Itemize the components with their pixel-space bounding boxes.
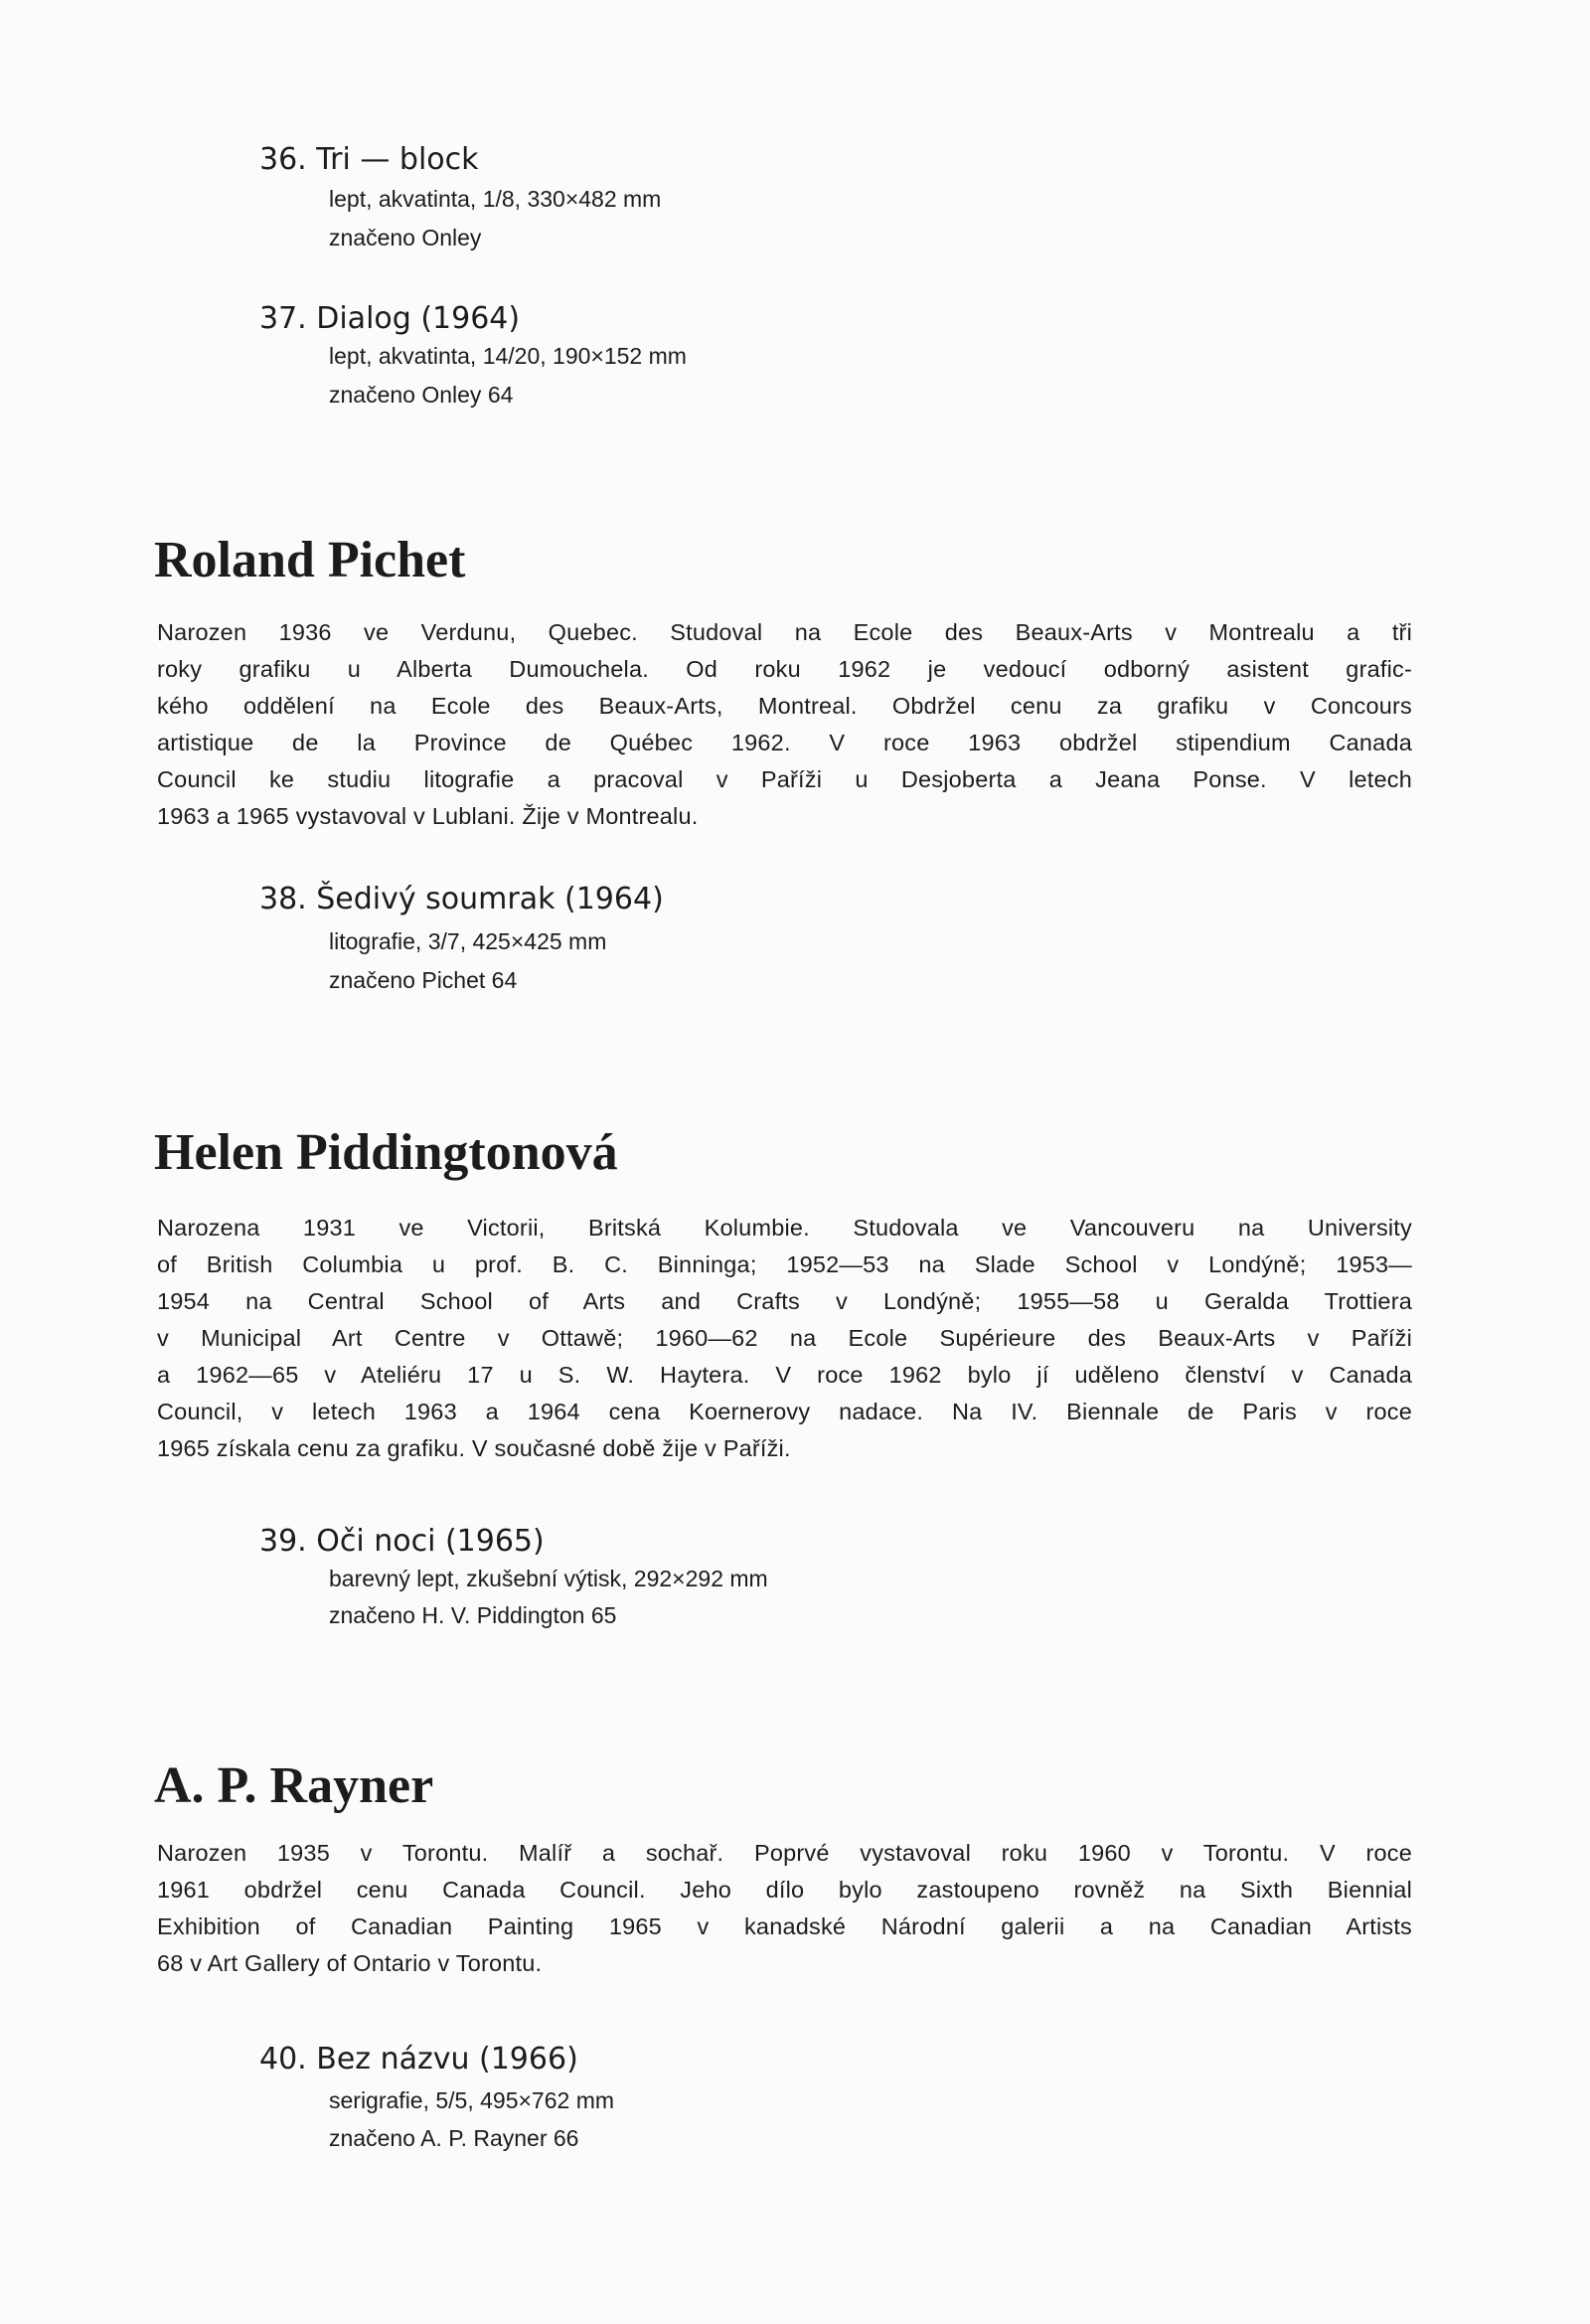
work-title: 40. Bez názvu (1966) [259, 2042, 578, 2076]
work-signature: značeno H. V. Piddington 65 [329, 1602, 617, 1628]
work-title: 36. Tri — block [259, 142, 479, 177]
work-technique: lept, akvatinta, 1/8, 330×482 mm [329, 186, 662, 212]
bio-line: Council, v letech 1963 a 1964 cena Koernerovy nadace. Na IV. Biennale de Paris v roce [157, 1399, 1412, 1424]
artist-bio [157, 1210, 1412, 1467]
bio-line: 1963 a 1965 vystavoval v Lublani. Žije v Montrealu. [157, 803, 699, 829]
bio-line: 68 v Art Gallery of Ontario v Torontu. [157, 1950, 543, 1976]
bio-line: Narozen 1936 ve Verdunu, Quebec. Studoval na Ecole des Beaux-Arts v Montrealu a tři [157, 619, 1412, 645]
bio-line: Council ke studiu litografie a pracoval v Paříži u Desjoberta a Jeana Ponse. V letech [157, 766, 1412, 792]
work-signature: značeno A. P. Rayner 66 [329, 2125, 579, 2151]
bio-line: 1954 na Central School of Arts and Crafts v Londýně; 1955—58 u Geralda Trottiera [157, 1288, 1412, 1314]
bio-line: kého oddělení na Ecole des Beaux-Arts, Montreal. Obdržel cenu za grafiku v Concours [157, 693, 1412, 719]
work-signature: značeno Onley 64 [329, 382, 514, 408]
work-technique: barevný lept, zkušební výtisk, 292×292 mm [329, 1566, 768, 1591]
artist-heading: Roland Pichet [154, 532, 466, 588]
artist-bio [157, 1835, 1412, 1982]
artist-heading: Helen Piddingtonová [154, 1124, 618, 1181]
work-title: 37. Dialog (1964) [259, 301, 521, 336]
bio-line: 1961 obdržel cenu Canada Council. Jeho dílo bylo zastoupeno rovněž na Sixth Biennial [157, 1877, 1412, 1903]
work-signature: značeno Pichet 64 [329, 967, 518, 993]
work-technique: lept, akvatinta, 14/20, 190×152 mm [329, 343, 687, 369]
work-signature: značeno Onley [329, 225, 482, 250]
bio-line: Narozena 1931 ve Victorii, Britská Kolumbie. Studovala ve Vancouveru na University [157, 1215, 1412, 1241]
artist-bio [157, 614, 1412, 835]
work-title: 39. Oči noci (1965) [259, 1524, 545, 1559]
bio-line: roky grafiku u Alberta Dumouchela. Od roku 1962 je vedoucí odborný asistent grafic- [157, 656, 1412, 682]
artist-heading: A. P. Rayner [154, 1757, 434, 1814]
work-technique: serigrafie, 5/5, 495×762 mm [329, 2087, 615, 2113]
bio-line: of British Columbia u prof. B. C. Binninga; 1952—53 na Slade School v Londýně; 1953— [157, 1251, 1412, 1277]
bio-line: 1965 získala cenu za grafiku. V současné době žije v Paříži. [157, 1435, 791, 1461]
bio-line: Exhibition of Canadian Painting 1965 v kanadské Národní galerii a na Canadian Artists [157, 1913, 1412, 1939]
work-title: 38. Šedivý soumrak (1964) [259, 882, 664, 916]
bio-line: Narozen 1935 v Torontu. Malíř a sochař. Poprvé vystavoval roku 1960 v Torontu. V roce [157, 1840, 1412, 1866]
bio-line: artistique de la Province de Québec 1962. V roce 1963 obdržel stipendium Canada [157, 730, 1412, 755]
bio-line: a 1962—65 v Ateliéru 17 u S. W. Haytera. V roce 1962 bylo jí uděleno členství v Canada [157, 1362, 1412, 1388]
work-technique: litografie, 3/7, 425×425 mm [329, 928, 607, 954]
bio-line: v Municipal Art Centre v Ottawě; 1960—62 na Ecole Supérieure des Beaux-Arts v Paříži [157, 1325, 1412, 1351]
